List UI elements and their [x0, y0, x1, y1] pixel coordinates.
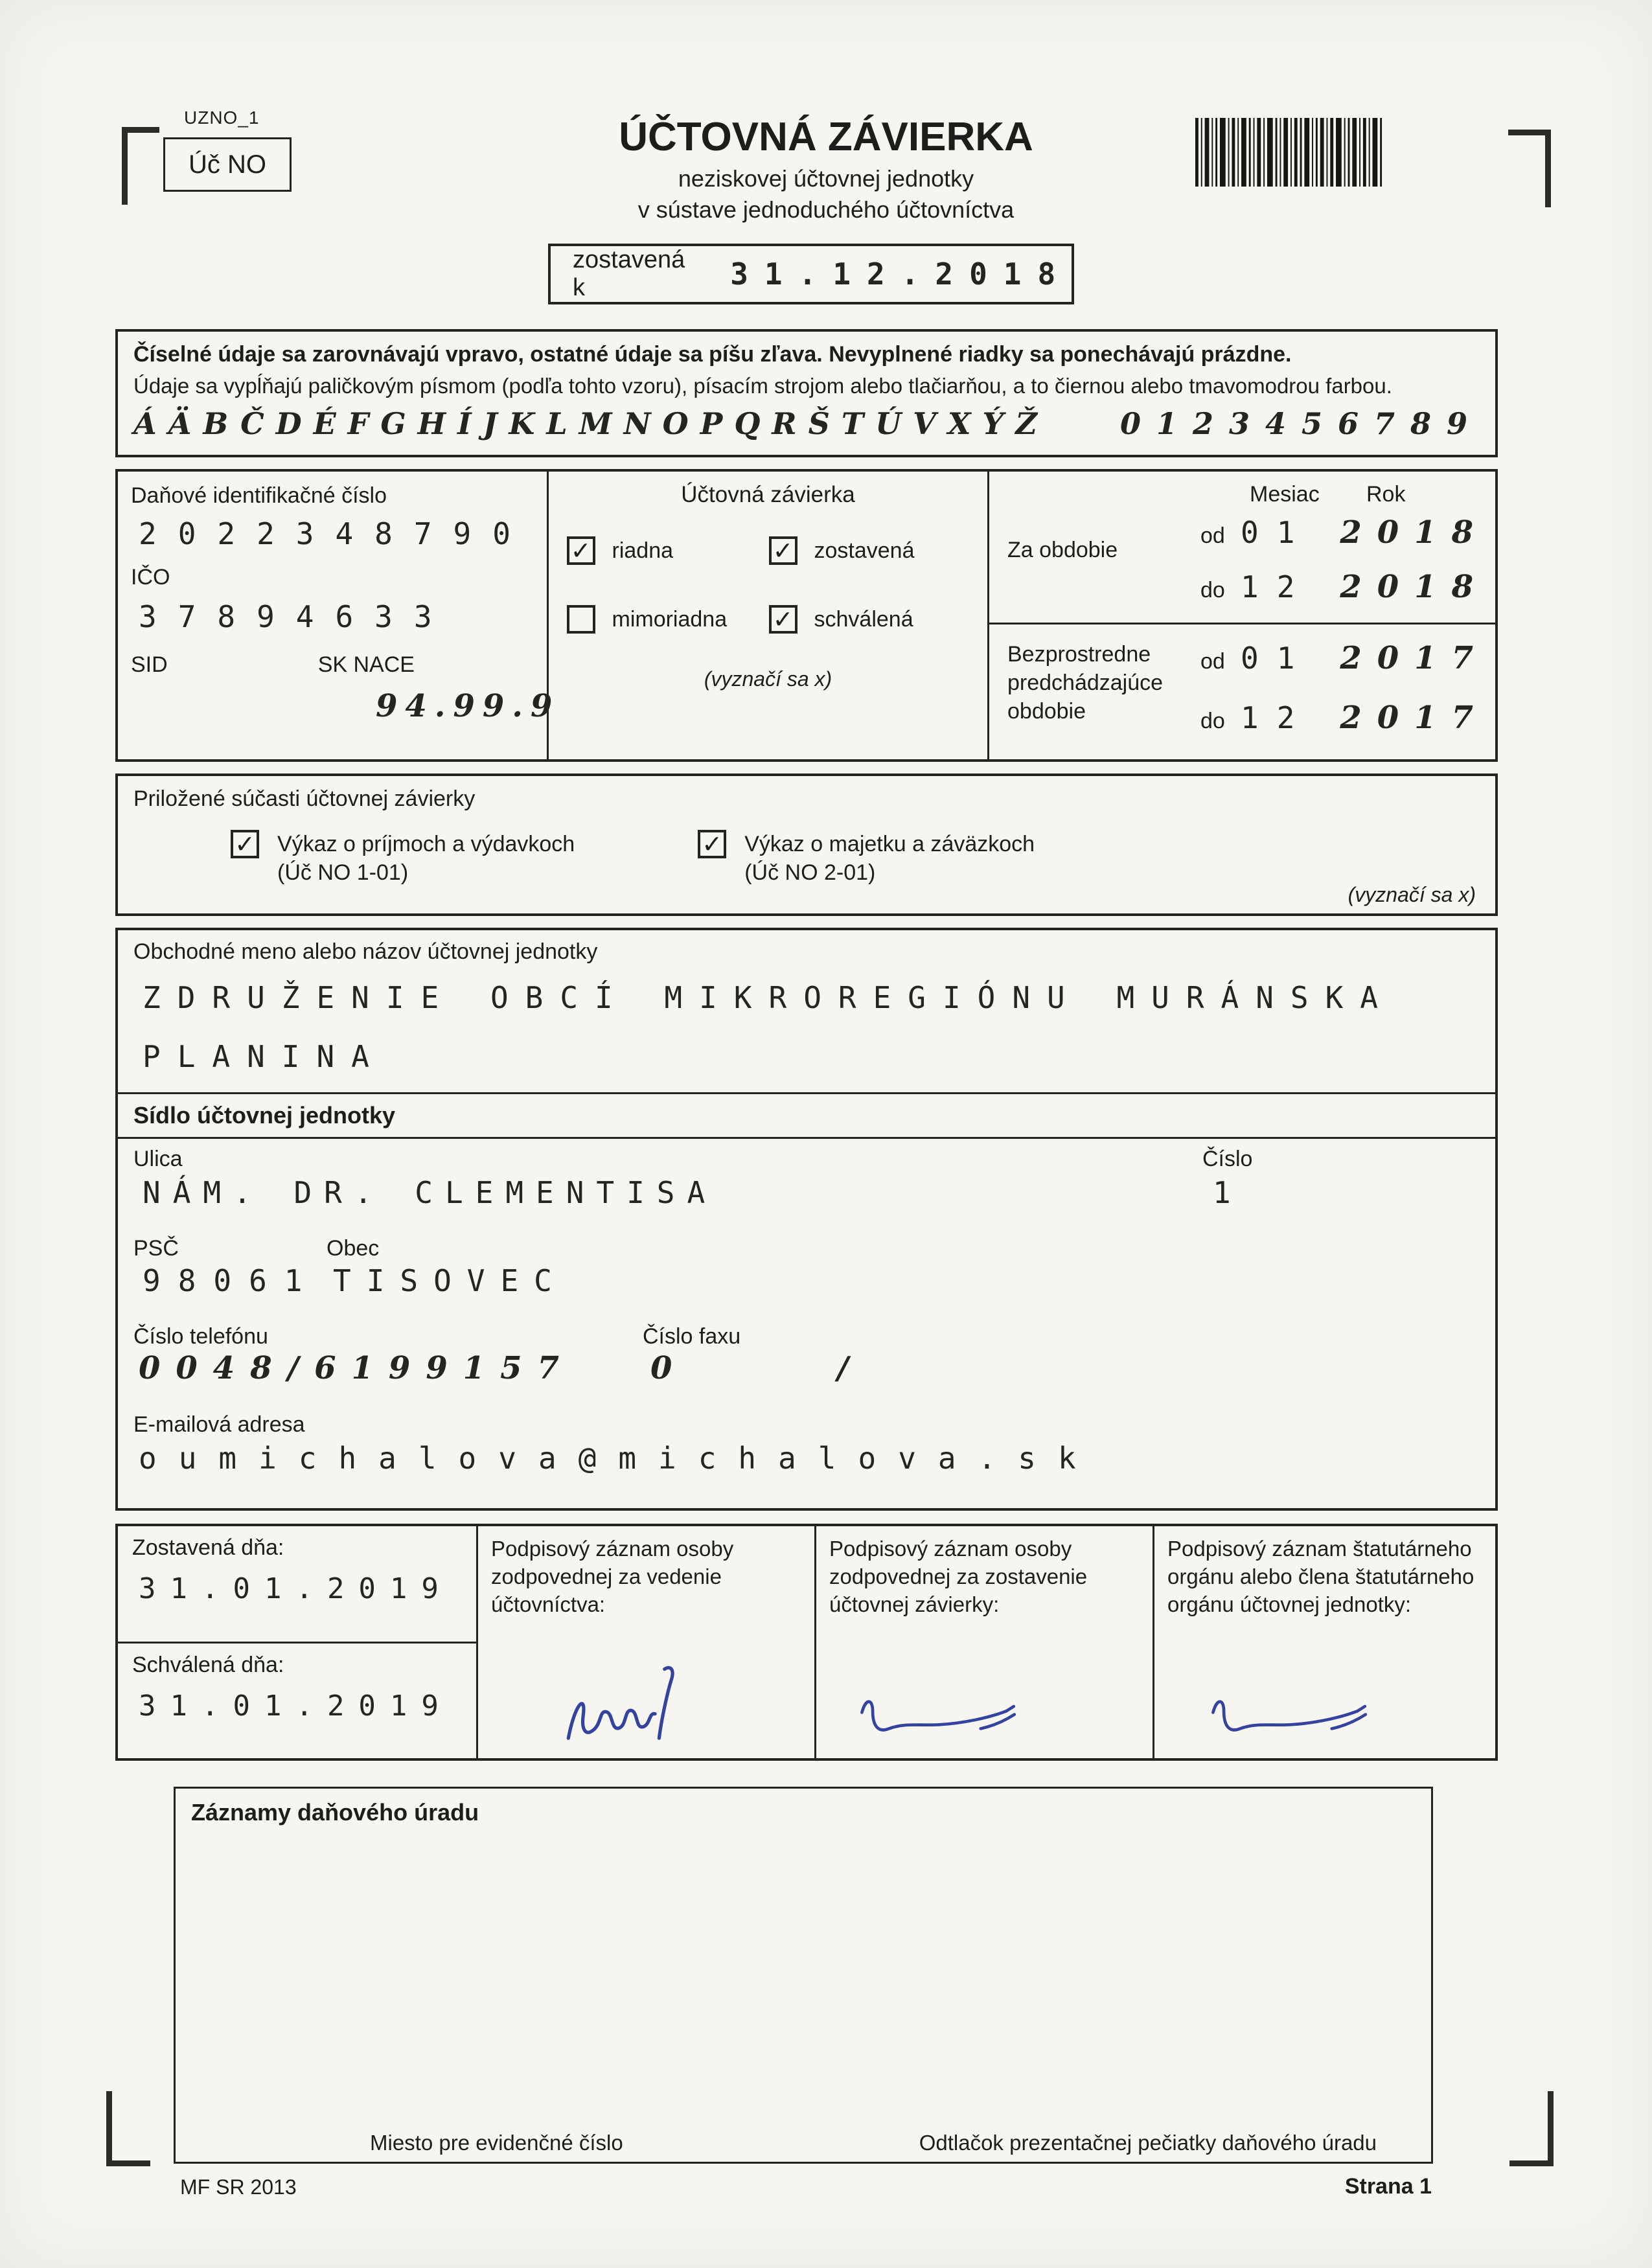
attachments-box [115, 773, 1498, 916]
from-prefix: od [1200, 523, 1225, 548]
current-from-year[interactable]: 2018 [1340, 514, 1489, 551]
year-column-label: Rok [1366, 482, 1406, 507]
accounting-signature-label: Podpisový záznam osoby zodpovednej za vedenie účtovníctva: [491, 1537, 734, 1616]
schvalena-checkbox-mark: ✓ [769, 605, 797, 634]
schvalena-label: schválená [814, 606, 913, 632]
entity-name-label: Obchodné meno alebo názov účtovnej jednotky [133, 939, 598, 964]
sid-sknace-labels [131, 652, 534, 678]
attachment-2-checkbox-mark: ✓ [698, 830, 726, 858]
dic-value[interactable]: 2022348790 [139, 516, 532, 551]
sknace-value[interactable]: 94.99.9 [376, 688, 560, 725]
checkbox-zostavena[interactable] [769, 536, 970, 565]
mimoriadna-label: mimoriadna [612, 606, 728, 632]
from-prefix: od [1200, 649, 1225, 674]
tax-office-title: Záznamy daňového úradu [191, 1799, 479, 1826]
current-to-month[interactable]: 12 [1241, 569, 1313, 604]
attachment-1-checkbox-mark: ✓ [231, 830, 259, 858]
form-subtitle-1: neziskovej účtovnej jednotky [678, 165, 974, 192]
approved-on-value[interactable]: 31.01.2019 [139, 1689, 453, 1723]
previous-to-row[interactable] [1200, 701, 1489, 735]
sample-characters-row [133, 406, 1484, 441]
attachment-2-code: (Úč NO 2-01) [744, 860, 876, 886]
sknace-label: SK NACE [317, 652, 415, 678]
phone-label: Číslo telefónu [133, 1324, 268, 1349]
city-label: Obec [327, 1236, 380, 1261]
entity-name-line-1[interactable]: ZDRUŽENIE OBCÍ MIKROREGIÓNU MURÁNSKA [143, 980, 1395, 1015]
instructions-box [115, 329, 1498, 457]
zostavena-label: zostavená [814, 538, 915, 563]
previous-from-month[interactable]: 01 [1241, 641, 1313, 676]
tax-office-box [174, 1787, 1433, 2164]
zostavena-checkbox-mark: ✓ [769, 536, 797, 565]
preparation-signature-label: Podpisový záznam osoby zodpovednej za zostavenie účtovnej závierky: [829, 1537, 1088, 1616]
fax-label: Číslo faxu [643, 1324, 741, 1349]
preparation-signature-cell [816, 1526, 1154, 1758]
identification-box [115, 469, 1498, 762]
accounting-signature-ink [549, 1657, 698, 1754]
ico-label: IČO [131, 564, 170, 590]
dic-label: Daňové identifikačné číslo [131, 483, 387, 508]
fax-value[interactable]: 0 / [650, 1350, 864, 1386]
compiled-date-box [548, 244, 1074, 304]
instructions-line-2: Údaje sa vypĺňajú paličkovým písmom (podľa tohto vzoru), písacím strojom alebo tlačiarňou, a to čiernou alebo tmavomodrou farbou. [133, 374, 1392, 398]
footer-page-number: Strana 1 [1344, 2174, 1432, 2199]
current-to-year[interactable]: 2018 [1340, 569, 1489, 605]
entity-name-line-2[interactable]: PLANINA [143, 1038, 386, 1074]
mimoriadna-checkbox-mark [567, 605, 595, 634]
evidence-number-caption: Miesto pre evidenčné číslo [370, 2131, 623, 2155]
attachments-mark-note: (vyznačí sa x) [1348, 883, 1476, 906]
phone-value[interactable]: 0048/6199157 [139, 1350, 575, 1386]
street-number-value[interactable]: 1 [1213, 1175, 1243, 1210]
approved-on-label: Schválená dňa: [132, 1652, 284, 1677]
ico-value[interactable]: 37894633 [139, 599, 453, 634]
attachment-1-label [277, 830, 575, 887]
current-from-row[interactable] [1200, 516, 1489, 550]
street-label: Ulica [133, 1147, 183, 1171]
checkbox-riadna[interactable] [567, 536, 755, 565]
attachment-2-name: Výkaz o majetku a záväzkoch [744, 832, 1035, 856]
previous-period-block [989, 624, 1495, 757]
crop-mark-top-right [1508, 130, 1551, 207]
previous-from-row[interactable] [1200, 641, 1489, 676]
street-number-label: Číslo [1202, 1147, 1253, 1171]
form-title: ÚČTOVNÁ ZÁVIERKA [619, 115, 1033, 159]
zavierka-options [562, 536, 974, 634]
tax-office-captions [176, 2131, 1431, 2155]
compiled-on-label: Zostavená dňa: [132, 1535, 284, 1560]
instructions-line-1: Číselné údaje sa zarovnávajú vpravo, ostatné údaje sa píšu zľava. Nevyplnené riadky sa ponechávajú prázdne. [133, 342, 1292, 367]
current-to-row[interactable] [1200, 570, 1489, 604]
form-header [492, 114, 1160, 223]
sample-letters: ÁÄBČDÉFGHÍJKLMNOPQRŠTÚVXÝŽ [133, 406, 1049, 441]
barcode [1195, 118, 1384, 187]
sample-digits: 0123456789 [1119, 406, 1484, 441]
attachment-2-label [744, 830, 1035, 887]
zip-value[interactable]: 98061 [143, 1263, 320, 1298]
statutory-signature-label: Podpisový záznam štatutárneho orgánu alebo člena štatutárneho orgánu účtovnej jednotky: [1167, 1537, 1474, 1616]
attachments-row [133, 830, 1480, 887]
previous-from-year[interactable]: 2017 [1340, 640, 1489, 676]
attachment-item-2[interactable] [698, 830, 1035, 887]
stamp-caption: Odtlačok prezentačnej pečiatky daňového úradu [919, 2131, 1377, 2155]
to-prefix: do [1200, 578, 1225, 602]
compiled-date-label: zostavená k [573, 246, 685, 301]
attachment-1-name: Výkaz o príjmoch a výdavkoch [277, 832, 575, 856]
attachment-item-1[interactable] [231, 830, 575, 887]
current-period-label: Za obdobie [1007, 538, 1118, 562]
form-code: UZNO_1 [184, 108, 260, 128]
signatures-box [115, 1524, 1498, 1761]
periods-section [989, 472, 1495, 759]
entity-box [115, 928, 1498, 1511]
crop-mark-bottom-left [106, 2091, 150, 2166]
current-from-month[interactable]: 01 [1241, 515, 1313, 550]
crop-mark-top-left [122, 127, 159, 205]
previous-to-month[interactable]: 12 [1241, 700, 1313, 735]
zavierka-mark-note: (vyznačí sa x) [704, 667, 832, 691]
month-column-label: Mesiac [1250, 482, 1320, 507]
approved-on-cell [118, 1642, 476, 1759]
address-section [118, 1137, 1495, 1511]
crop-mark-bottom-right [1509, 2091, 1554, 2166]
dates-column [118, 1526, 478, 1758]
footer-form-reference: MF SR 2013 [180, 2175, 297, 2199]
previous-to-year[interactable]: 2017 [1340, 700, 1489, 736]
checkbox-schvalena[interactable] [769, 605, 970, 634]
compiled-on-value[interactable]: 31.01.2019 [139, 1572, 453, 1605]
riadna-label: riadna [612, 538, 674, 563]
street-value[interactable]: NÁM. DR. CLEMENTISA [143, 1175, 718, 1210]
statutory-signature-cell [1154, 1526, 1495, 1758]
email-label: E-mailová adresa [133, 1412, 305, 1437]
zavierka-section [549, 472, 989, 759]
compiled-on-cell [118, 1526, 476, 1642]
form-subtitle-2: v sústave jednoduchého účtovníctva [637, 196, 1015, 223]
form-type-label: Úč NO [189, 150, 266, 179]
previous-period-label: Bezprostredne predchádzajúce obdobie [1007, 642, 1164, 724]
to-prefix: do [1200, 709, 1225, 733]
current-period-block [989, 472, 1495, 624]
checkbox-mimoriadna[interactable] [567, 605, 755, 634]
email-value[interactable]: oumichalova@michalova.sk [139, 1441, 1098, 1476]
zavierka-title: Účtovná závierka [681, 482, 855, 507]
tax-id-section [118, 472, 560, 759]
city-value[interactable]: TISOVEC [333, 1263, 568, 1298]
riadna-checkbox-mark: ✓ [567, 536, 595, 565]
zip-label: PSČ [133, 1236, 179, 1261]
compiled-date-value[interactable]: 31.12.2018 [730, 256, 1072, 292]
preparation-signature-ink [855, 1695, 1017, 1749]
sid-label: SID [131, 652, 168, 678]
attachment-1-code: (Úč NO 1-01) [277, 860, 409, 886]
address-title: Sídlo účtovnej jednotky [118, 1092, 1495, 1137]
attachments-title: Priložené súčasti účtovnej závierky [133, 786, 476, 811]
statutory-signature-ink [1206, 1695, 1368, 1749]
accounting-signature-cell [478, 1526, 816, 1758]
form-type-box [163, 137, 292, 192]
entity-name-section [118, 930, 1495, 1092]
